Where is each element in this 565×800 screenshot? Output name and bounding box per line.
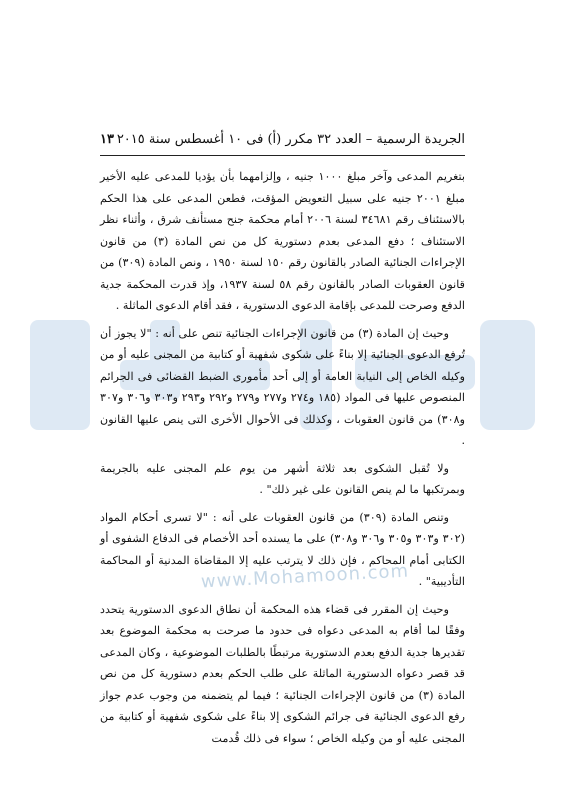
document-body [100, 166, 465, 755]
paragraph-2: وحيث إن المادة (٣) من قانون الإجراءات الجنائية تنص على أنه : "لا يجوز أن تُرفع الدعوى الجنائية إلا بناءً على شكوى شفهية أو كتابية من المجنى عليه أو من وكيله الخاص إلى النيابة العامة أو إلى أحد مأمورى الضبط القضائى فى الجرائم المنصوص عليها فى المواد (١٨٥ و٢٧٤ و٢٧٧ و٢٧٩ و٢٩٢ و٢٩٣ و٣٠٣ و٣٠٦ و٣٠٧ و٣٠٨) من قانون العقوبات ، وكذلك فى الأحوال الأخرى التى ينص عليها القانون . [100, 326, 466, 447]
paragraph-4: وتنص المادة (٣٠٩) من قانون العقوبات على أنه : "لا تسرى أحكام المواد (٣٠٢ و٣٠٣ و٣٠٥ و٣٠٦ و٣٠٨) على ما يسنده أحد الأخصام فى الدفاع الشفوى أو الكتابى أمام المحاكم ، فإن ذلك لا يترتب عليه إلا المقاضاة المدنية أو المحاكمة التأديبية" . [100, 510, 465, 588]
page-header [100, 132, 465, 147]
watermark-url: www.Mohamoon.com [200, 560, 410, 593]
page-number: ١٣ [100, 132, 114, 147]
paragraph-1: بتغريم المدعى وآخر مبلغ ١٠٠٠ جنيه ، وإلزامهما بأن يؤديا للمدعى عليه الأخير مبلغ ٢٠٠١ جنيه على سبيل التعويض المؤقت، فطعن المدعى على هذا الحكم بالاستئناف رقم ٣٤٦٨١ لسنة ٢٠٠٦ أمام محكمة جنح مستأنف شرق ، وأثناء نظر الاستئناف ؛ دفع المدعى بعدم دستورية كل من نص المادة (٣) من قانون الإجراءات الجنائية الصادر بالقانون رقم ١٥٠ لسنة ١٩٥٠ ، ونص المادة (٣٠٩) من قانون العقوبات الصادر بالقانون رقم ٥٨ لسنة ١٩٣٧، وإذ قدرت المحكمة جدية الدفع وصرحت للمدعى بإقامة الدعوى الدستورية ، فقد أقام الدعوى الماثلة . [100, 170, 465, 312]
paragraph-5: وحيث إن المقرر فى قضاء هذه المحكمة أن نطاق الدعوى الدستورية يتحدد وفقًا لما أقام به المدعى دعواه فى حدود ما صرحت به محكمة الموضوع بعد تقديرها جدية الدفع بعدم الدستورية مرتبطًا بالطلبات الموضوعية ، وكان المدعى قد قصر دعواه الدستورية الماثلة على طلب الحكم بعدم دستورية كل من نص المادة (٣) من قانون الإجراءات الجنائية ؛ فيما لم يتضمنه من وجوب عدم جواز رفع الدعوى الجنائية فى جرائم الشكوى إلا بناءً على شكوى شفهية أو كتابية من المجنى عليه أو من وكيله الخاص ؛ سواء فى ذلك قُدمت [100, 602, 465, 745]
gazette-title: الجريدة الرسمية – العدد ٣٢ مكرر (أ) فى ١٠ أغسطس سنة ٢٠١٥ [116, 132, 465, 147]
paragraph-3: ولا تُقبل الشكوى بعد ثلاثة أشهر من يوم علم المجنى عليه بالجريمة وبمرتكبها ما لم ينص القانون على غير ذلك" . [100, 461, 465, 496]
header-divider [100, 155, 465, 156]
